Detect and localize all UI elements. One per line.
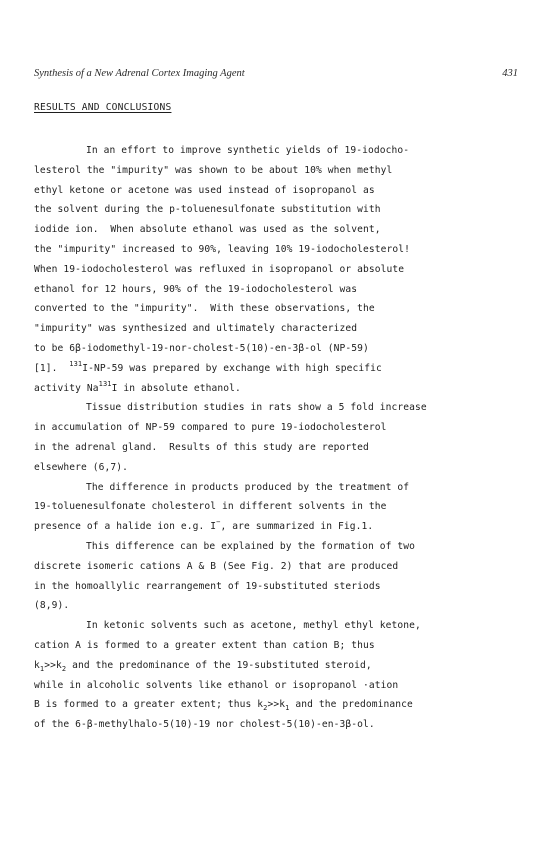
paragraph-line: When 19-iodocholesterol was refluxed in isopropanol or absolute <box>34 263 405 275</box>
paragraph-line: Tissue distribution studies in rats show a 5 fold increase <box>86 402 427 414</box>
paragraph-line: of the 6-β-methylhalo-5(10)-19 nor cholest-5(10)-en-3β-ol. <box>34 719 375 731</box>
rate-subscript: 2 <box>61 664 67 673</box>
paragraph-line: to be 6β-iodomethyl-19-nor-cholest-5(10)-en-3β-ol (NP-59) <box>34 342 369 354</box>
body-text <box>34 141 534 735</box>
isotope-superscript: 131 <box>98 379 112 388</box>
paragraph-line: converted to the "impurity". With these observations, the <box>34 303 375 315</box>
paragraph-line <box>34 517 534 537</box>
line-text: B is formed to a greater extent; thus k <box>34 699 264 711</box>
paragraph-line: discrete isomeric cations A & B (See Fig. 2) that are produced <box>34 560 399 572</box>
paragraph-line <box>34 379 534 399</box>
paragraph-line: "impurity" was synthesized and ultimately characterized <box>34 323 358 335</box>
line-text: and the predominance <box>289 699 413 711</box>
line-text: , are summarized in Fig.1. <box>220 521 374 533</box>
paragraph-line: the "impurity" increased to 90%, leaving 10% 19-iodocholesterol! <box>34 243 411 255</box>
isotope-superscript: 131 <box>69 359 83 368</box>
paragraph-line: ethanol for 12 hours, 90% of the 19-iodocholesterol was <box>34 283 358 295</box>
paragraph-line <box>34 656 534 676</box>
line-text: activity Na <box>34 382 99 394</box>
line-text: and the predominance of the 19-substituted steroid, <box>66 659 372 671</box>
rate-subscript: 1 <box>39 664 45 673</box>
line-text: I in absolute ethanol. <box>111 382 241 394</box>
line-text: [1]. <box>34 362 70 374</box>
line-text: k <box>34 659 40 671</box>
paragraph-line: (8,9). <box>34 600 70 612</box>
paragraph-line: in the adrenal gland. Results of this study are reported <box>34 441 369 453</box>
paragraph-line: In an effort to improve synthetic yields of 19-iodocho- <box>86 145 410 156</box>
paragraph-line: cation A is formed to a greater extent than cation B; thus <box>34 639 375 651</box>
paragraph-line: In ketonic solvents such as acetone, methyl ethyl ketone, <box>86 620 421 632</box>
paragraph-line: elsewhere (6,7). <box>34 461 129 473</box>
paragraph-line: in the homoallylic rearrangement of 19-substituted steriods <box>34 580 381 592</box>
paragraph-line: the solvent during the p-toluenesulfonate substitution with <box>34 204 381 216</box>
paragraph-line: This difference can be explained by the formation of two <box>86 540 416 552</box>
section-heading: RESULTS AND CONCLUSIONS <box>34 102 172 113</box>
line-text: >>k <box>267 699 286 711</box>
rate-subscript: 1 <box>285 704 290 713</box>
page-number: 431 <box>502 68 518 79</box>
line-text: I-NP-59 was prepared by exchange with high specific <box>82 362 382 374</box>
paragraph-line <box>34 359 534 379</box>
paragraph-line: ethyl ketone or acetone was used instead of isopropanol as <box>34 184 375 196</box>
charge-superscript: − <box>216 518 221 527</box>
paragraph-line: iodide ion. When absolute ethanol was used as the solvent, <box>34 224 381 236</box>
paragraph-line: 19-toluenesulfonate cholesterol in different solvents in the <box>34 501 387 513</box>
running-title: Synthesis of a New Adrenal Cortex Imaging Agent <box>34 68 245 79</box>
line-text: presence of a halide ion e.g. I <box>34 521 217 533</box>
rate-subscript: 2 <box>263 704 268 713</box>
paragraph-line: lesterol the "impurity" was shown to be about 10% when methyl <box>34 164 393 176</box>
paragraph-line <box>34 695 534 715</box>
paragraph-line: The difference in products produced by the treatment of <box>86 481 410 493</box>
line-text: >>k <box>44 659 62 671</box>
running-head <box>34 68 518 84</box>
paragraph-line: while in alcoholic solvents like ethanol or isopropanol ·ation <box>34 679 399 691</box>
paragraph-line: in accumulation of NP-59 compared to pure 19-iodocholesterol <box>34 422 387 434</box>
